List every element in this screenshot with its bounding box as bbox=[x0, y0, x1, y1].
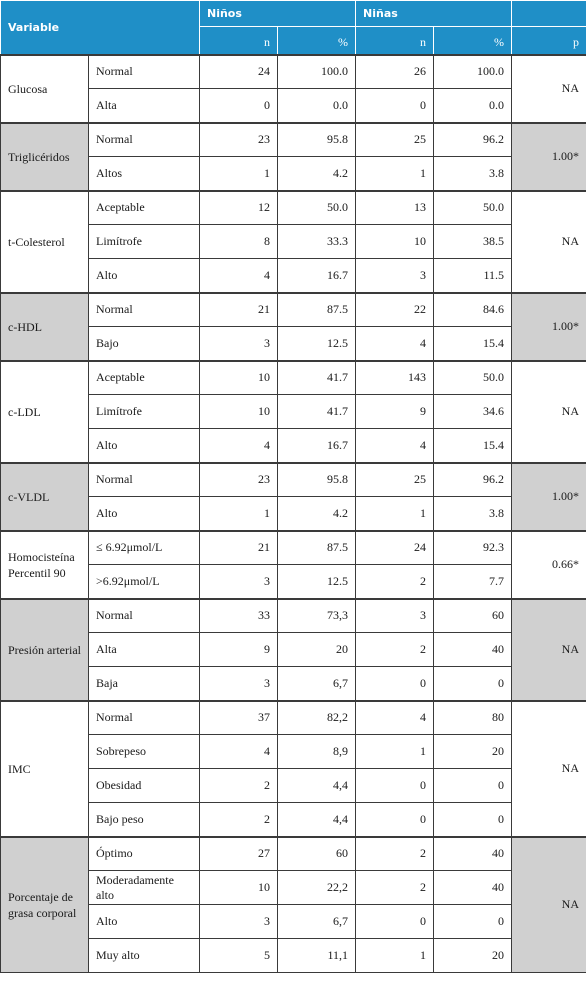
ninos-pct: 95.8 bbox=[278, 463, 356, 497]
table-row bbox=[1, 667, 586, 701]
ninos-n: 9 bbox=[200, 633, 278, 667]
p-value: NA bbox=[512, 599, 586, 701]
table-row bbox=[1, 395, 586, 429]
table-row bbox=[1, 327, 586, 361]
ninos-pct: 4.2 bbox=[278, 497, 356, 531]
ninos-pct: 22,2 bbox=[278, 871, 356, 905]
category-label: Normal bbox=[89, 293, 200, 327]
category-label: Limítrofe bbox=[89, 395, 200, 429]
ninos-n: 2 bbox=[200, 769, 278, 803]
ninas-n: 4 bbox=[356, 701, 434, 735]
header-p: p bbox=[512, 27, 586, 55]
ninas-pct: 34.6 bbox=[434, 395, 512, 429]
category-label: Normal bbox=[89, 123, 200, 157]
ninas-n: 4 bbox=[356, 429, 434, 463]
ninas-n: 1 bbox=[356, 735, 434, 769]
header-blank bbox=[512, 1, 586, 27]
ninas-n: 25 bbox=[356, 463, 434, 497]
ninos-n: 0 bbox=[200, 89, 278, 123]
ninos-n: 12 bbox=[200, 191, 278, 225]
ninas-n: 10 bbox=[356, 225, 434, 259]
group-label: Glucosa bbox=[1, 55, 89, 123]
ninos-pct: 95.8 bbox=[278, 123, 356, 157]
ninos-n: 1 bbox=[200, 497, 278, 531]
ninos-pct: 4,4 bbox=[278, 803, 356, 837]
ninos-n: 4 bbox=[200, 429, 278, 463]
ninos-n: 10 bbox=[200, 395, 278, 429]
ninos-pct: 4,4 bbox=[278, 769, 356, 803]
category-label: Baja bbox=[89, 667, 200, 701]
ninos-pct: 12.5 bbox=[278, 327, 356, 361]
ninos-pct: 16.7 bbox=[278, 429, 356, 463]
ninas-pct: 11.5 bbox=[434, 259, 512, 293]
table-row bbox=[1, 939, 586, 973]
category-label: Bajo bbox=[89, 327, 200, 361]
ninas-pct: 40 bbox=[434, 633, 512, 667]
ninos-n: 21 bbox=[200, 531, 278, 565]
ninas-n: 0 bbox=[356, 769, 434, 803]
ninos-n: 3 bbox=[200, 667, 278, 701]
group-label: c-HDL bbox=[1, 293, 89, 361]
category-label: Bajo peso bbox=[89, 803, 200, 837]
ninas-n: 0 bbox=[356, 89, 434, 123]
ninos-pct: 41.7 bbox=[278, 361, 356, 395]
p-value: 1.00* bbox=[512, 463, 586, 531]
table-row bbox=[1, 259, 586, 293]
ninas-pct: 96.2 bbox=[434, 123, 512, 157]
ninas-n: 26 bbox=[356, 55, 434, 89]
category-label: Alta bbox=[89, 89, 200, 123]
table-row bbox=[1, 225, 586, 259]
ninas-n: 9 bbox=[356, 395, 434, 429]
ninos-n: 23 bbox=[200, 123, 278, 157]
ninos-pct: 8,9 bbox=[278, 735, 356, 769]
header-pct-ninos: % bbox=[278, 27, 356, 55]
table-row bbox=[1, 803, 586, 837]
table-row bbox=[1, 769, 586, 803]
p-value: 1.00* bbox=[512, 123, 586, 191]
ninas-pct: 40 bbox=[434, 871, 512, 905]
ninos-pct: 60 bbox=[278, 837, 356, 871]
ninas-n: 1 bbox=[356, 939, 434, 973]
ninos-n: 3 bbox=[200, 327, 278, 361]
ninas-pct: 40 bbox=[434, 837, 512, 871]
ninas-pct: 0 bbox=[434, 769, 512, 803]
category-label: Alto bbox=[89, 497, 200, 531]
table-row bbox=[1, 599, 586, 633]
group-label: Homocisteína Percentil 90 bbox=[1, 531, 89, 599]
ninos-n: 8 bbox=[200, 225, 278, 259]
ninos-pct: 0.0 bbox=[278, 89, 356, 123]
category-label: Obesidad bbox=[89, 769, 200, 803]
category-label: Óptimo bbox=[89, 837, 200, 871]
group-label: t-Colesterol bbox=[1, 191, 89, 293]
ninas-pct: 3.8 bbox=[434, 157, 512, 191]
table-row bbox=[1, 429, 586, 463]
header-n-ninos: n bbox=[200, 27, 278, 55]
table-row bbox=[1, 55, 586, 89]
ninas-pct: 15.4 bbox=[434, 429, 512, 463]
ninas-pct: 7.7 bbox=[434, 565, 512, 599]
p-value: 1.00* bbox=[512, 293, 586, 361]
table-row bbox=[1, 905, 586, 939]
ninos-n: 5 bbox=[200, 939, 278, 973]
ninas-pct: 0 bbox=[434, 803, 512, 837]
ninas-n: 0 bbox=[356, 905, 434, 939]
table-row bbox=[1, 191, 586, 225]
ninos-pct: 73,3 bbox=[278, 599, 356, 633]
table-row bbox=[1, 837, 586, 871]
ninas-n: 1 bbox=[356, 497, 434, 531]
table-row bbox=[1, 633, 586, 667]
category-label: Alto bbox=[89, 905, 200, 939]
header-variable: Variable bbox=[1, 1, 200, 55]
table-row bbox=[1, 361, 586, 395]
ninas-pct: 3.8 bbox=[434, 497, 512, 531]
category-label: Muy alto bbox=[89, 939, 200, 973]
table-row bbox=[1, 89, 586, 123]
ninos-n: 3 bbox=[200, 565, 278, 599]
ninas-pct: 20 bbox=[434, 735, 512, 769]
ninas-pct: 0 bbox=[434, 667, 512, 701]
table-row bbox=[1, 701, 586, 735]
ninos-pct: 20 bbox=[278, 633, 356, 667]
ninos-n: 33 bbox=[200, 599, 278, 633]
ninas-pct: 0 bbox=[434, 905, 512, 939]
category-label: Sobrepeso bbox=[89, 735, 200, 769]
ninas-pct: 50.0 bbox=[434, 191, 512, 225]
ninos-pct: 50.0 bbox=[278, 191, 356, 225]
category-label: Alta bbox=[89, 633, 200, 667]
ninas-n: 2 bbox=[356, 837, 434, 871]
header-ninos: Niños bbox=[200, 1, 356, 27]
table-row bbox=[1, 293, 586, 327]
ninos-pct: 87.5 bbox=[278, 531, 356, 565]
ninos-n: 1 bbox=[200, 157, 278, 191]
category-label: Alto bbox=[89, 429, 200, 463]
ninos-n: 10 bbox=[200, 871, 278, 905]
header-n-ninas: n bbox=[356, 27, 434, 55]
group-label: c-VLDL bbox=[1, 463, 89, 531]
ninas-pct: 84.6 bbox=[434, 293, 512, 327]
category-label: Limítrofe bbox=[89, 225, 200, 259]
ninas-pct: 100.0 bbox=[434, 55, 512, 89]
p-value: 0.66* bbox=[512, 531, 586, 599]
ninas-n: 13 bbox=[356, 191, 434, 225]
ninas-n: 2 bbox=[356, 871, 434, 905]
category-label: Normal bbox=[89, 701, 200, 735]
ninos-pct: 82,2 bbox=[278, 701, 356, 735]
ninos-n: 10 bbox=[200, 361, 278, 395]
ninos-n: 4 bbox=[200, 735, 278, 769]
table-row bbox=[1, 463, 586, 497]
table-row bbox=[1, 871, 586, 905]
ninos-pct: 4.2 bbox=[278, 157, 356, 191]
table-row bbox=[1, 565, 586, 599]
ninas-n: 0 bbox=[356, 667, 434, 701]
ninos-n: 37 bbox=[200, 701, 278, 735]
ninas-n: 0 bbox=[356, 803, 434, 837]
ninas-pct: 50.0 bbox=[434, 361, 512, 395]
ninas-pct: 96.2 bbox=[434, 463, 512, 497]
ninos-pct: 41.7 bbox=[278, 395, 356, 429]
group-label: Triglicéridos bbox=[1, 123, 89, 191]
table-row bbox=[1, 735, 586, 769]
ninos-n: 24 bbox=[200, 55, 278, 89]
ninos-pct: 12.5 bbox=[278, 565, 356, 599]
p-value: NA bbox=[512, 191, 586, 293]
ninos-pct: 33.3 bbox=[278, 225, 356, 259]
ninas-pct: 38.5 bbox=[434, 225, 512, 259]
category-label: Normal bbox=[89, 55, 200, 89]
ninas-pct: 92.3 bbox=[434, 531, 512, 565]
category-label: Aceptable bbox=[89, 361, 200, 395]
table-row bbox=[1, 497, 586, 531]
ninas-n: 22 bbox=[356, 293, 434, 327]
table-row bbox=[1, 531, 586, 565]
category-label: >6.92μmol/L bbox=[89, 565, 200, 599]
ninas-n: 1 bbox=[356, 157, 434, 191]
ninos-n: 21 bbox=[200, 293, 278, 327]
group-label: c-LDL bbox=[1, 361, 89, 463]
ninos-n: 4 bbox=[200, 259, 278, 293]
ninas-pct: 0.0 bbox=[434, 89, 512, 123]
ninos-n: 3 bbox=[200, 905, 278, 939]
category-label: Alto bbox=[89, 259, 200, 293]
header-pct-ninas: % bbox=[434, 27, 512, 55]
ninos-pct: 100.0 bbox=[278, 55, 356, 89]
ninos-n: 2 bbox=[200, 803, 278, 837]
ninas-n: 3 bbox=[356, 259, 434, 293]
ninas-n: 143 bbox=[356, 361, 434, 395]
ninas-pct: 20 bbox=[434, 939, 512, 973]
ninas-n: 2 bbox=[356, 633, 434, 667]
ninos-pct: 6,7 bbox=[278, 667, 356, 701]
p-value: NA bbox=[512, 55, 586, 123]
ninas-pct: 80 bbox=[434, 701, 512, 735]
ninos-pct: 16.7 bbox=[278, 259, 356, 293]
p-value: NA bbox=[512, 701, 586, 837]
ninos-n: 23 bbox=[200, 463, 278, 497]
category-label: Normal bbox=[89, 463, 200, 497]
ninas-n: 25 bbox=[356, 123, 434, 157]
category-label: Normal bbox=[89, 599, 200, 633]
ninas-n: 3 bbox=[356, 599, 434, 633]
group-label: Presión arterial bbox=[1, 599, 89, 701]
category-label: Altos bbox=[89, 157, 200, 191]
ninas-pct: 15.4 bbox=[434, 327, 512, 361]
ninas-n: 2 bbox=[356, 565, 434, 599]
ninas-n: 4 bbox=[356, 327, 434, 361]
category-label: Moderadamente alto bbox=[89, 871, 200, 905]
group-label: IMC bbox=[1, 701, 89, 837]
header-ninas: Niñas bbox=[356, 1, 512, 27]
category-label: ≤ 6.92μmol/L bbox=[89, 531, 200, 565]
p-value: NA bbox=[512, 361, 586, 463]
ninas-pct: 60 bbox=[434, 599, 512, 633]
ninos-pct: 6,7 bbox=[278, 905, 356, 939]
table-row bbox=[1, 123, 586, 157]
p-value: NA bbox=[512, 837, 586, 973]
table-row bbox=[1, 157, 586, 191]
ninas-n: 24 bbox=[356, 531, 434, 565]
group-label: Porcentaje de grasa corporal bbox=[1, 837, 89, 973]
ninos-pct: 87.5 bbox=[278, 293, 356, 327]
ninos-n: 27 bbox=[200, 837, 278, 871]
ninos-pct: 11,1 bbox=[278, 939, 356, 973]
category-label: Aceptable bbox=[89, 191, 200, 225]
